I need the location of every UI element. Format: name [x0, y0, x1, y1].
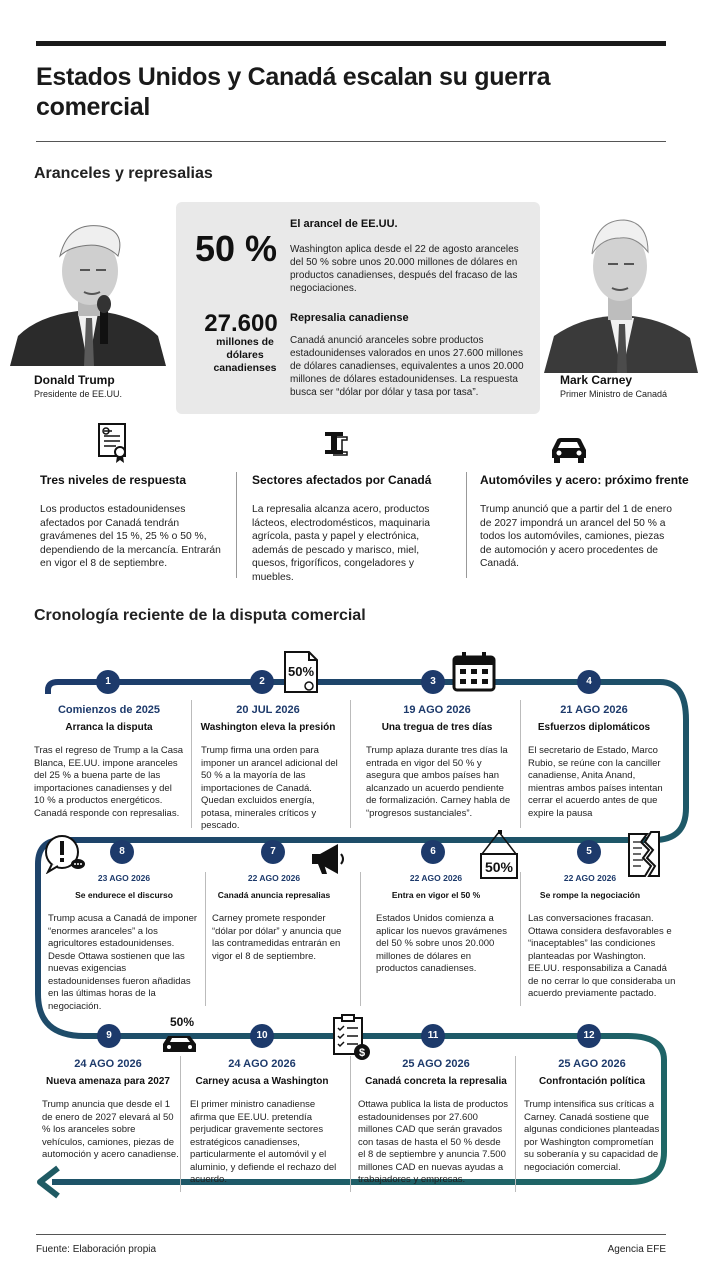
entry-2-date: 20 JUL 2026 [236, 704, 300, 716]
entry-12-text: Trump intensifica sus críticas a Carney. Canadá sostiene que algunas condiciones planteadas por Washington comprometían su soberanía y su capacidad de negociación comercial. [524, 1099, 660, 1173]
entry-divider [350, 700, 351, 828]
entry-7-date: 22 AGO 2026 [247, 873, 301, 883]
stat-retaliation-unit: millones de dólares canadienses [213, 336, 277, 374]
entry-12-title: Confrontación política [538, 1076, 646, 1087]
timeline-node-5: 5 [577, 840, 601, 864]
person-right-role: Primer Ministro de Canadá [560, 389, 668, 399]
entry-9-title: Nueva amenaza para 2027 [46, 1076, 170, 1087]
timeline-node-3: 3 [421, 670, 445, 694]
entry-6-title: Entra en vigor el 50 % [391, 890, 481, 900]
timeline-node-9: 9 [97, 1024, 121, 1048]
entry-3-date: 19 AGO 2026 [403, 704, 471, 716]
title-divider [36, 141, 666, 142]
timeline-node-1: 1 [96, 670, 120, 694]
person-right-name: Mark Carney [560, 373, 633, 387]
entry-10-date: 24 AGO 2026 [228, 1058, 296, 1070]
timeline-node-8: 8 [110, 840, 134, 864]
col-3-title: Automóviles y acero: próximo frente [480, 473, 689, 487]
entry-divider [515, 1056, 516, 1192]
torn-document-icon [627, 830, 661, 878]
entry-divider [520, 700, 521, 828]
col-2-title: Sectores afectados por Canadá [252, 473, 432, 487]
megaphone-icon [308, 842, 348, 876]
timeline-node-11: 11 [421, 1024, 445, 1048]
entry-10-text: El primer ministro canadiense afirma que EE.UU. pretendía perjudicar gravemente sectores estratégicos canadienses, particularmente el automóvil y el aluminio, y defiende el rechazo del acuerdo. [190, 1099, 337, 1185]
entry-5-title: Se rompe la negociación [539, 890, 641, 900]
entry-4-date: 21 AGO 2026 [560, 704, 628, 716]
timeline-node-10: 10 [250, 1024, 274, 1048]
entry-11-text: Ottawa publica la lista de productos estadounidenses por 27.600 millones CAD que serán gravados con tasas de hasta el 50 % desde el 8 de septiembre y anuncia 7.500 millones CAD en nuevas ayudas a trabajadores y empresas. [358, 1099, 508, 1185]
entry-4-title: Esfuerzos diplomáticos [537, 722, 651, 733]
hanging-sign-50-icon [478, 830, 520, 884]
stat-retaliation-text: Canadá anunció aranceles sobre productos estadounidenses valorados en unos 27.600 millones de dólares canadienses, equivalentes a unos 20.000 millones de dólares estadounidenses. La respuesta busca ser “dólar por dólar y tasa por tasa”. [290, 335, 524, 398]
section-heading-tariffs: Aranceles y represalias [34, 165, 213, 182]
entry-6-date: 22 AGO 2026 [409, 873, 463, 883]
carney-portrait [540, 208, 700, 373]
timeline-node-6: 6 [421, 840, 445, 864]
entry-7-title: Canadá anuncia represalias [217, 890, 331, 900]
entry-8-date: 23 AGO 2026 [97, 873, 151, 883]
entry-divider [520, 872, 521, 1006]
timeline-node-4: 4 [577, 670, 601, 694]
col-divider-1 [236, 472, 237, 578]
entry-8-text: Trump acusa a Canadá de imponer “enormes aranceles” a los agricultores estadounidenses. Desde Ottawa sostienen que las nuevas exigencias estadounidenses fueron añadidas en las últimas horas de la negociación. [48, 913, 198, 1012]
stat-tariff-text: Washington aplica desde el 22 de agosto aranceles del 50 % sobre unos 20.000 millones de dólares en productos canadienses, después del fracaso de las negociaciones. [290, 244, 519, 294]
stat-retaliation-value: 27.600 [204, 310, 278, 337]
svg-text:50%: 50% [484, 859, 514, 875]
timeline-node-2: 2 [250, 670, 274, 694]
entry-8-title: Se endurece el discurso [75, 890, 173, 900]
svg-text:$: $ [358, 1047, 366, 1059]
checklist-money-icon [332, 1014, 372, 1062]
car-icon [548, 434, 590, 464]
section-heading-timeline: Cronología reciente de la disputa comercial [34, 607, 366, 624]
footer-source: Fuente: Elaboración propia [36, 1244, 157, 1255]
entry-5-date: 22 AGO 2026 [563, 873, 617, 883]
alert-speech-icon [44, 834, 86, 874]
calendar-icon [452, 652, 496, 692]
col-1-title: Tres niveles de respuesta [40, 473, 187, 487]
entry-3-text: Trump aplaza durante tres días la entrada en vigor del 50 % y asegura que ambos países han alcanzado un acuerdo pendiente de formalización. Carney habla de “progresos sustanciales”. [366, 745, 511, 819]
entry-5-text: Las conversaciones fracasan. Ottawa considera desfavorables e “inaceptables” las condiciones planteadas por Washington. EE.UU. responsabiliza a Canadá de no cerrar lo que consideraba un acuerdo previamente pactado. [528, 913, 676, 999]
entry-2-text: Trump firma una orden para imponer un arancel adicional del 50 % a la mayoría de las importaciones de Canadá. Quedan excluidos energía, potasa, minerales críticos y pescado. [201, 745, 338, 831]
document-seal-icon [96, 422, 132, 464]
entry-11-date: 25 AGO 2026 [402, 1058, 470, 1070]
svg-text:50%: 50% [287, 664, 315, 679]
entry-divider [350, 1056, 351, 1192]
person-left-name: Donald Trump [34, 373, 115, 387]
trump-portrait [8, 216, 168, 366]
entry-4-text: El secretario de Estado, Marco Rubio, se reúne con la canciller canadiense, Anita Anand, mientras ambos países intentan cerrar el acuerdo antes de que expire la pausa [528, 745, 663, 819]
entry-divider [360, 872, 361, 1006]
entry-3-title: Una tregua de tres días [381, 722, 493, 733]
col-2-text: La represalia alcanza acero, productos lácteos, electrodomésticos, maquinaria agrícola, pasta y papel y electrónica, además de pescado y marisco, miel, quesos, frigoríficos, congeladores y muebles. [252, 504, 430, 583]
steel-beam-icon [322, 428, 352, 462]
stat-retaliation-title: Represalia canadiense [290, 312, 409, 324]
col-1-text: Los productos estadounidenses afectados por Canadá tendrán gravámenes del 15 %, 25 % o 50 %, dependiendo de la mercancía. Entrarán en vigor el 8 de septiembre. [40, 504, 221, 569]
entry-12-date: 25 AGO 2026 [558, 1058, 626, 1070]
document-50-icon [283, 650, 319, 694]
entry-1-title: Arranca la disputa [65, 722, 153, 733]
footer-agency: Agencia EFE [607, 1244, 666, 1255]
stat-tariff-value: 50 % [194, 228, 278, 269]
person-left-role: Presidente de EE.UU. [34, 389, 123, 399]
entry-1-date: Comienzos de 2025 [57, 704, 161, 716]
entry-11-title: Canadá concreta la represalia [365, 1076, 507, 1087]
svg-text:50%: 50% [169, 1015, 195, 1029]
footer-rule [36, 1234, 666, 1235]
timeline-node-7: 7 [261, 840, 285, 864]
entry-6-text: Estados Unidos comienza a aplicar los nuevos gravámenes del 50 % sobre unos 20.000 millones de dólares en productos canadienses. [376, 913, 507, 974]
entry-divider [191, 700, 192, 828]
entry-divider [180, 1056, 181, 1192]
col-divider-2 [466, 472, 467, 578]
entry-2-title: Washington eleva la presión [200, 722, 336, 733]
entry-9-text: Trump anuncia que desde el 1 de enero de 2027 elevará al 50 % los aranceles sobre vehículos, camiones, piezas de automoción y acero canadiense. [42, 1099, 179, 1160]
page-title: Estados Unidos y Canadá escalan su guerra comercial [36, 63, 551, 121]
entry-9-date: 24 AGO 2026 [74, 1058, 142, 1070]
col-3-text: Trump anunció que a partir del 1 de enero de 2027 impondrá un arancel del 50 % a todos los automóviles, camiones, piezas de automoción y acero procedentes de Canadá. [480, 504, 672, 569]
entry-10-title: Carney acusa a Washington [195, 1076, 329, 1087]
entry-divider [205, 872, 206, 1006]
car-50-icon [160, 1014, 200, 1056]
timeline-node-12: 12 [577, 1024, 601, 1048]
stat-tariff-title: El arancel de EE.UU. [290, 218, 398, 230]
entry-7-text: Carney promete responder “dólar por dólar” y anuncia que las contramedidas entrarán en vigor el 8 de septiembre. [212, 913, 342, 962]
entry-1-text: Tras el regreso de Trump a la Casa Blanca, EE.UU. impone aranceles del 25 % a buena parte de las importaciones canadienses y del 10 % a productos energéticos. Canadá responde con represalias. [34, 745, 184, 819]
top-rule [36, 41, 666, 46]
